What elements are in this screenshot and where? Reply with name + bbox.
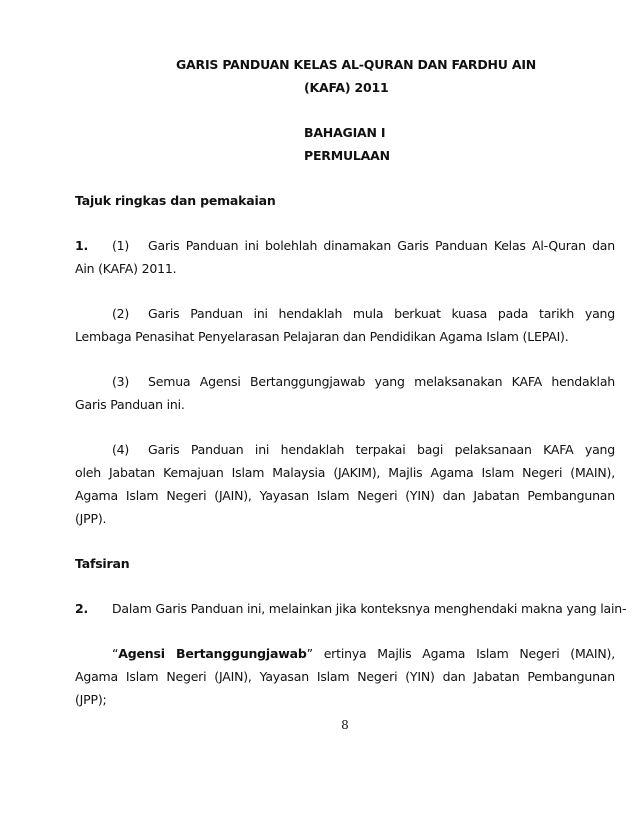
- section2-number: 2.: [75, 601, 89, 616]
- definition-line1: [112, 646, 615, 662]
- subsection2-line2: Lembaga Penasihat Penyelarasan Pelajaran dan Pendidikan Agama Islam (LEPAI).: [75, 329, 569, 344]
- subsection1-line1: Garis Panduan ini bolehlah dinamakan Garis Panduan Kelas Al-Quran dan: [148, 238, 615, 253]
- part-heading: BAHAGIAN I: [304, 125, 386, 140]
- section2-intro: Dalam Garis Panduan ini, melainkan jika konteksnya menghendaki makna yang lain-: [112, 601, 627, 616]
- subsection3-line1: Semua Agensi Bertanggungjawab yang melaksanakan KAFA hendaklah: [148, 374, 615, 389]
- subsection4-line3: Agama Islam Negeri (JAIN), Yayasan Islam Negeri (YIN) dan Jabatan Pembangunan: [75, 488, 615, 503]
- definition-line1-rest: ertinya Majlis Agama Islam Negeri (MAIN),: [323, 646, 615, 661]
- subsection1-number: (1): [112, 238, 130, 253]
- subsection1-line2: Ain (KAFA) 2011.: [75, 261, 177, 276]
- section1-number: 1.: [75, 238, 89, 253]
- section1-heading: Tajuk ringkas dan pemakaian: [75, 193, 276, 208]
- definition-close-quote: ”: [306, 646, 313, 661]
- subsection4-line2: oleh Jabatan Kemajuan Islam Malaysia (JAKIM), Majlis Agama Islam Negeri (MAIN),: [75, 465, 615, 480]
- page-number: 8: [341, 718, 349, 732]
- subsection4-line1: Garis Panduan ini hendaklah terpakai bagi pelaksanaan KAFA yang: [148, 442, 615, 457]
- definition-line3: (JPP);: [75, 692, 107, 707]
- section2-heading: Tafsiran: [75, 556, 130, 571]
- definition-term: Agensi Bertanggungjawab: [118, 646, 307, 661]
- definition-open-quote: “: [112, 646, 119, 661]
- subsection3-line2: Garis Panduan ini.: [75, 397, 185, 412]
- part-name: PERMULAAN: [304, 148, 390, 163]
- subsection4-number: (4): [112, 442, 130, 457]
- document-title-line1: GARIS PANDUAN KELAS AL-QURAN DAN FARDHU AIN: [176, 57, 537, 72]
- subsection4-line4: (JPP).: [75, 511, 107, 526]
- document-title-line2: (KAFA) 2011: [304, 80, 389, 95]
- subsection2-number: (2): [112, 306, 130, 321]
- definition-line2: Agama Islam Negeri (JAIN), Yayasan Islam Negeri (YIN) dan Jabatan Pembangunan: [75, 669, 615, 684]
- subsection3-number: (3): [112, 374, 130, 389]
- subsection2-line1: Garis Panduan ini hendaklah mula berkuat kuasa pada tarikh yang: [148, 306, 615, 321]
